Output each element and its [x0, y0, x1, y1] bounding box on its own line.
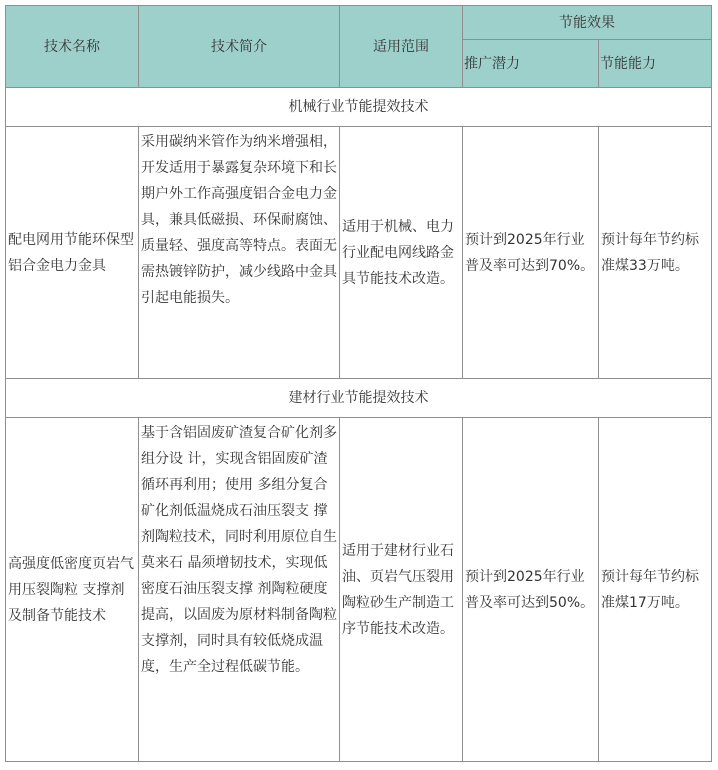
saving-capacity: 预计每年节约标准煤17万吨。	[599, 418, 712, 762]
section-title-machinery: 机械行业节能提效技术	[6, 88, 712, 127]
header-scope: 适用范围	[340, 6, 463, 88]
promotion-potential: 预计到2025年行业普及率可达到70%。	[463, 127, 599, 379]
tech-intro: 基于含铝固废矿渣复合矿化剂多组分设 计，实现含铝固废矿渣循环再利用；使用 多组分复合矿化剂低温烧成石油压裂支 撑剂陶粒技术，同时利用原位自生莫来石 晶须增韧技术，实现低密度石油压裂支撑 剂陶粒硬度提高，以固废为原材料制备陶粒支撑剂，同时具有较低烧成温度，生产全过程低碳节能。	[139, 418, 340, 762]
promotion-potential: 预计到2025年行业普及率可达到50%。	[463, 418, 599, 762]
tech-name: 高强度低密度页岩气用压裂陶粒 支撑剂及制备节能技术	[6, 418, 139, 762]
tech-scope: 适用于建材行业石油、页岩气压裂用陶粒砂生产制造工序节能技术改造。	[340, 418, 463, 762]
tech-name: 配电网用节能环保型铝合金电力金具	[6, 127, 139, 379]
section-title-building-materials: 建材行业节能提效技术	[6, 379, 712, 418]
header-energy-effect: 节能效果	[463, 6, 712, 40]
saving-capacity: 预计每年节约标准煤33万吨。	[599, 127, 712, 379]
header-tech-name: 技术名称	[6, 6, 139, 88]
header-saving-capacity: 节能能力	[599, 40, 712, 88]
tech-intro: 采用碳纳米管作为纳米增强相，开发适用于暴露复杂环境下和长期户外工作高强度铝合金电力金具，兼具低磁损、环保耐腐蚀、质量轻、强度高等特点。表面无需热镀锌防护，减少线路中金具引起电能损失。	[139, 127, 340, 379]
energy-tech-table	[5, 5, 712, 762]
header-tech-intro: 技术简介	[139, 6, 340, 88]
header-promotion-potential: 推广潜力	[463, 40, 599, 88]
tech-scope: 适用于机械、电力行业配电网线路金具节能技术改造。	[340, 127, 463, 379]
